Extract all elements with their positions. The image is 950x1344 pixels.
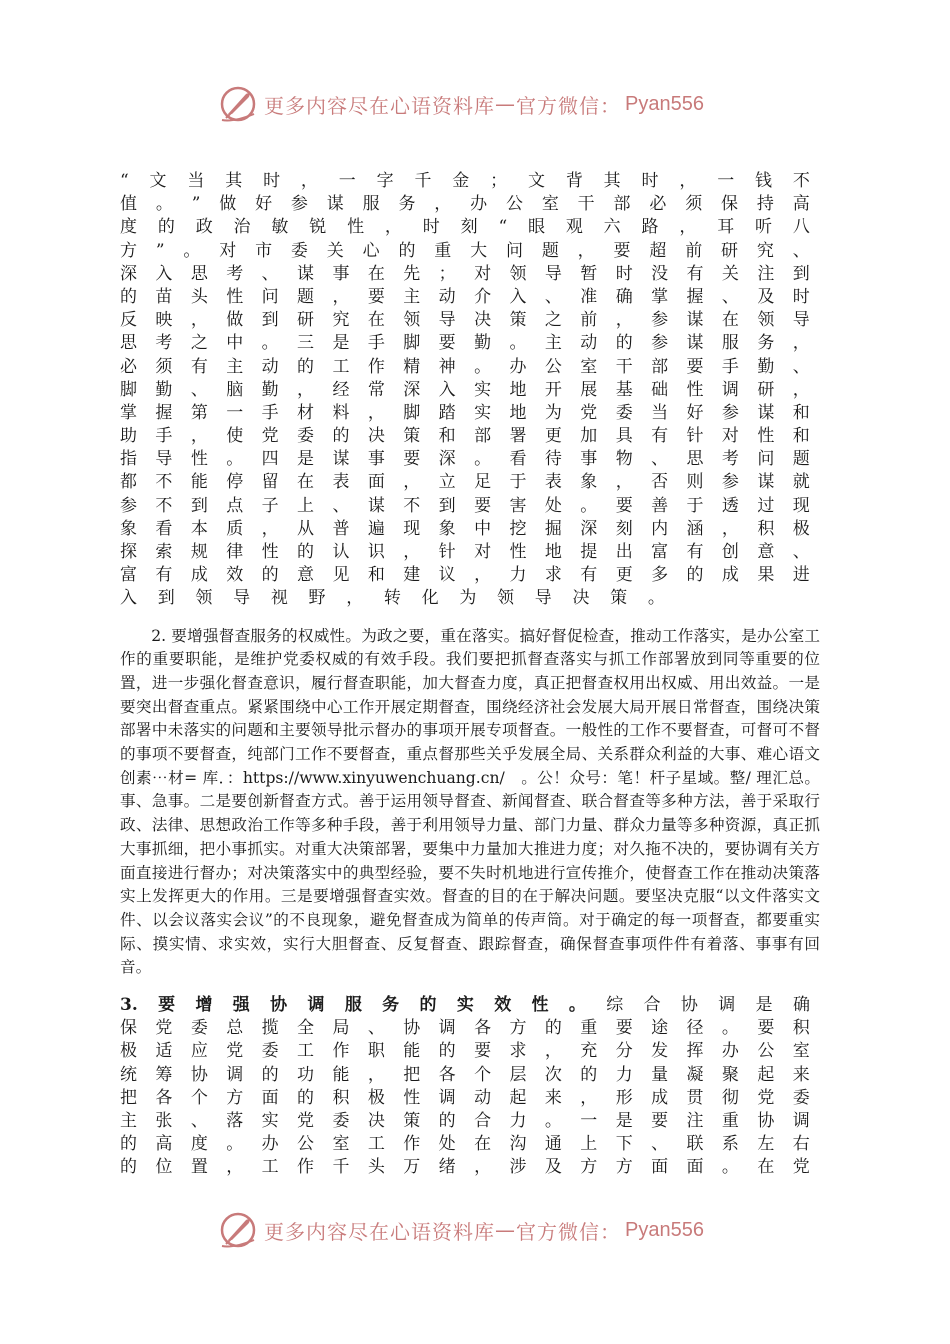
text-line: 入 到 领 导 视 野 ， 转 化 为 领 导 决 策 。 xyxy=(120,588,665,609)
text-line: 反 映 ， 做 到 研 究 在 领 导 决 策 之 前 ， 参 谋 在 领 导 xyxy=(120,310,810,331)
text-line: 都 不 能 停 留 在 表 面 ， 立 足 于 表 象 ， 否 则 参 谋 就 xyxy=(120,472,810,493)
text-line: 指 导 性 。 四 是 谋 事 要 深 。 看 待 事 物 、 思 考 问 题 xyxy=(120,449,810,470)
text-line: 把 各 个 方 面 的 积 极 性 调 动 起 来 ， 形 成 贯 彻 党 委 xyxy=(120,1087,810,1108)
paragraph-3 xyxy=(120,994,810,1180)
footer-banner xyxy=(218,1210,738,1250)
banner-separator: — xyxy=(495,92,516,116)
banner-separator: — xyxy=(495,1218,516,1242)
header-banner xyxy=(218,84,738,124)
text-line: 统 筹 协 调 的 功 能 ， 把 各 个 层 次 的 力 量 凝 聚 起 来 xyxy=(120,1064,810,1085)
text-line: 象 看 本 质 ， 从 普 遍 现 象 中 挖 掘 深 刻 内 涵 ， 积 极 xyxy=(120,518,810,539)
text-line: 度 的 政 治 敏 锐 性 ， 时 刻 “ 眼 观 六 路 ， 耳 听 八 xyxy=(120,217,810,238)
quill-logo-icon xyxy=(218,1210,258,1250)
text-line: 参 不 到 点 子 上 、 谋 不 到 要 害 处 。 要 善 于 透 过 现 xyxy=(120,495,810,516)
banner-title: 更多内容尽在心语资料库 xyxy=(264,1219,495,1244)
text-line: 极 适 应 党 委 工 作 职 能 的 要 求 ， 充 分 发 挥 办 公 室 xyxy=(120,1041,810,1062)
text-line: 探 索 规 律 性 的 认 识 ， 针 对 性 地 提 出 富 有 创 意 、 xyxy=(120,542,810,562)
text-line: 思 考 之 中 。 三 是 手 脚 要 勤 。 主 动 的 参 谋 服 务 ， xyxy=(120,333,810,354)
text-line: 助 手 ， 使 党 委 的 决 策 和 部 署 更 加 具 有 针 对 性 和 xyxy=(120,426,810,447)
text-line: 主 张 、 落 实 党 委 决 策 的 合 力 。 一 是 要 注 重 协 调 xyxy=(120,1111,810,1132)
text-line: 保 党 委 总 揽 全 局 、 协 调 各 方 的 重 要 途 径 。 要 积 xyxy=(120,1018,810,1039)
banner-suffix: 官方微信： xyxy=(516,1219,621,1244)
text-line: 富 有 成 效 的 意 见 和 建 议 ， 力 求 有 更 多 的 成 果 进 xyxy=(120,565,810,586)
banner-handle: Pyan556 xyxy=(625,1218,704,1241)
text-line: 的 位 置 ， 工 作 千 头 万 绪 ， 涉 及 方 方 面 面 。 在 党 xyxy=(120,1157,810,1178)
paragraph-2: 2. 要增强督查服务的权威性。为政之要，重在落实。搞好督促检查，推动工作落实，是办公室工作的重要职能，是维护党委权威的有效手段。我们要把抓督查落实与抓工作部署放到同等重要的位置，进一步强化督查意识，履行督查职能，加大督查力度，真正把督查权用出权威、用出效益。一是要突出督查重点。紧紧围绕中心工作开展定期督查，围绕经济社会发展大局开展日常督查，围绕决策部署中未落实的问题和主要领导批示督办的事项开展专项督查。一般性的工作不要督查，可督可不督的事项不要督查，纯部门工作不要督查，重点督那些关乎发展全局、关系群众利益的大事、难心语文创素⋯材= 库．：https://www.xinyuwenchuang.cn/ 。公！众号：笔！杆子星域。整/ 理汇总。事、急事。二是要创新督查方式。善于运用领导督查、新闻督查、联合督查等多种方法，善于采取行政、法律、思想政治工作等多种手段，善于利用领导力量、部门力量、群众力量等多种资源，真正抓大事抓细，把小事抓实。对重大决策部署，要集中力量加大推进力度；对久拖不决的，要协调有关方面直接进行督办；对决策落实中的典型经验，要不失时机地进行宣传推介，使督查工作在推动决策落实上发挥更大的作用。三是要增强督查实效。督查的目的在于解决问题。要坚决克服“以文件落实文件、以会议落实会议”的不良现象，避免督查成为简单的传声筒。对于确定的每一项督查，都要重实际、摸实情、求实效，实行大胆督查、反复督查、跟踪督查，确保督查事项件件有着落、事事有回音。 xyxy=(120,626,820,977)
text-line: “ 文 当 其 时 ， 一 字 千 金 ； 文 背 其 时 ， 一 钱 不 xyxy=(120,171,810,191)
banner-suffix: 官方微信： xyxy=(516,93,621,118)
banner-handle: Pyan556 xyxy=(625,92,704,115)
text-line: 脚 勤 、 脑 勤 ， 经 常 深 入 实 地 开 展 基 础 性 调 研 ， xyxy=(120,379,810,400)
text-line: 方 ” 。 对 市 委 关 心 的 重 大 问 题 ， 要 超 前 研 究 、 xyxy=(120,240,810,261)
text-line: 深 入 思 考 、 谋 事 在 先 ； 对 领 导 暂 时 没 有 关 注 到 xyxy=(120,263,810,284)
document-body xyxy=(120,170,820,1180)
text-line: 的 高 度 。 办 公 室 工 作 处 在 沟 通 上 下 、 联 系 左 右 xyxy=(120,1134,810,1155)
text-line: 的 苗 头 性 问 题 ， 要 主 动 介 入 、 准 确 掌 握 、 及 时 xyxy=(120,286,810,307)
text-line: 掌 握 第 一 手 材 料 ， 脚 踏 实 地 为 党 委 当 好 参 谋 和 xyxy=(120,402,810,423)
paragraph-1 xyxy=(120,170,810,611)
banner-title: 更多内容尽在心语资料库 xyxy=(264,93,495,118)
text-line: 值 。 ” 做 好 参 谋 服 务 ， 办 公 室 干 部 必 须 保 持 高 xyxy=(120,194,810,215)
text-line: 必 须 有 主 动 的 工 作 精 神 。 办 公 室 干 部 要 手 勤 、 xyxy=(120,356,810,377)
quill-logo-icon xyxy=(218,84,258,124)
text-line: 3. 要 增 强 协 调 服 务 的 实 效 性 。 综 合 协 调 是 确 xyxy=(120,995,810,1016)
